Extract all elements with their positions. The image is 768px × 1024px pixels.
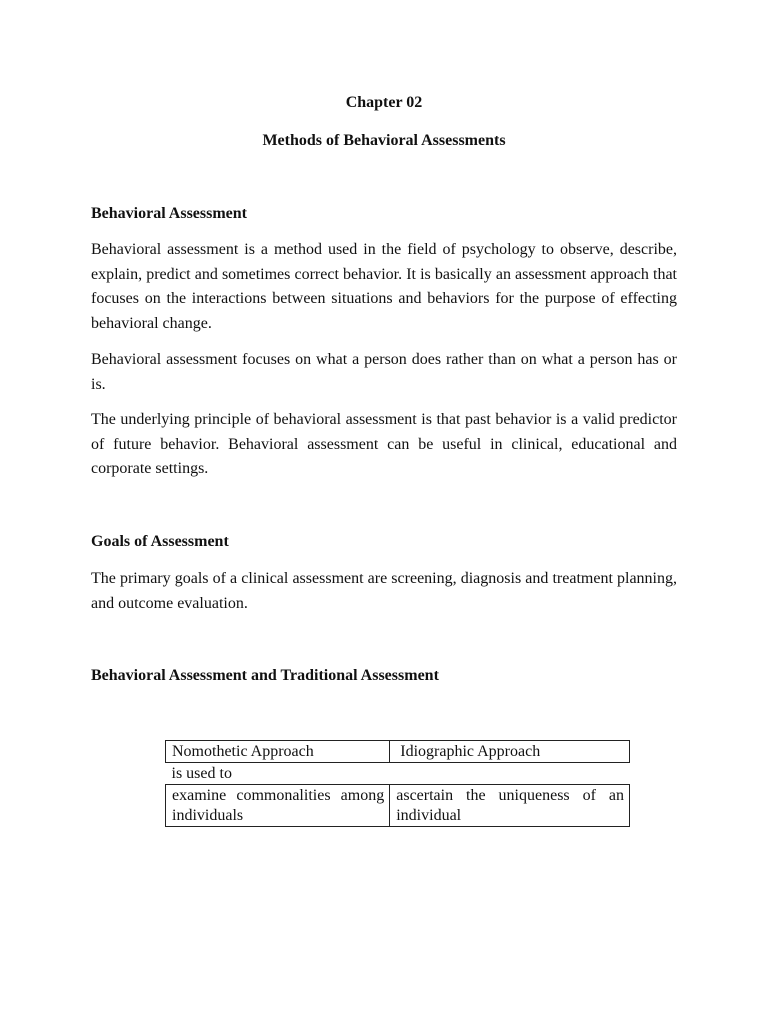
table-header-nomothetic: Nomothetic Approach [166,741,390,763]
chapter-number: Chapter 02 [345,94,423,111]
section-heading-comparison: Behavioral Assessment and Traditional Assessment [91,667,439,684]
comparison-table [165,740,630,827]
section-heading-behavioral-assessment: Behavioral Assessment [91,205,247,222]
table-header-idiographic: Idiographic Approach [390,741,630,763]
chapter-title: Methods of Behavioral Assessments [262,132,506,149]
table-header-row [166,741,630,763]
table-connector-cell: is used to [166,763,630,785]
paragraph-goals: The primary goals of a clinical assessment are screening, diagnosis and treatment planning, and outcome evaluation. [91,570,677,612]
paragraph-behavioral-assessment-principle: The underlying principle of behavioral assessment is that past behavior is a valid predictor of future behavior. Behavioral assessment can be useful in clinical, educational and corporate settings. [91,411,677,477]
section-heading-goals: Goals of Assessment [91,533,229,550]
paragraph-behavioral-assessment-focus: Behavioral assessment focuses on what a person does rather than on what a person has or is. [91,351,677,393]
paragraph-behavioral-assessment-definition: Behavioral assessment is a method used in the field of psychology to observe, describe, explain, predict and sometimes correct behavior. It is basically an assessment approach that focuses on the interactions between situations and behaviors for the purpose of effecting behavioral change. [91,241,677,332]
table-connector-row [166,763,630,785]
table-cell-idiographic: ascertain the uniqueness of an individual [390,785,630,827]
table-cell-nomothetic: examine commonalities among individuals [166,785,390,827]
table-row [166,785,630,827]
